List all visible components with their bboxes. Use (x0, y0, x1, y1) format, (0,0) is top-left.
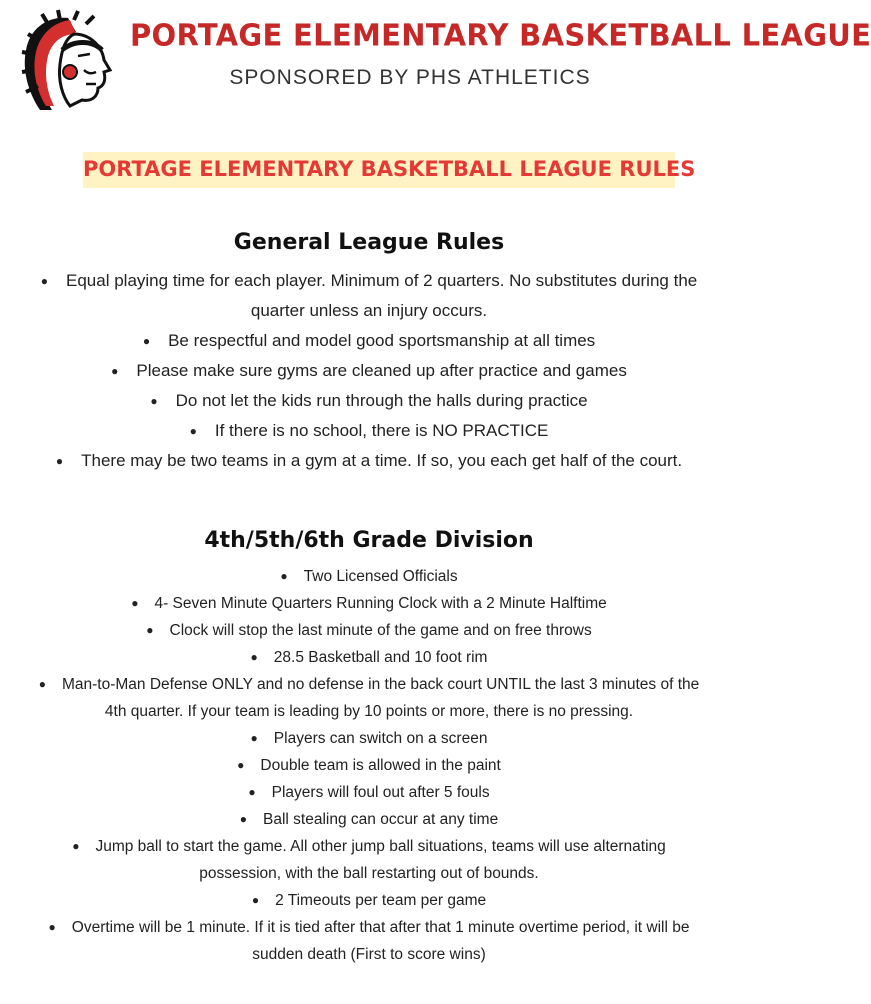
bullet-icon: ● (239, 812, 248, 826)
rule-list-item (0, 446, 738, 476)
bullet-icon: ● (72, 839, 80, 853)
rule-text: Double team is allowed in the paint (260, 757, 501, 774)
rules-banner (83, 152, 696, 188)
rule-text: Equal playing time for each player. Minimum of 2 quarters. No substitutes during the quarter unless an injury occurs. (66, 271, 698, 320)
bullet-icon: ● (48, 920, 56, 934)
bullet-icon: ● (131, 596, 139, 610)
rule-text: 4- Seven Minute Quarters Running Clock with a 2 Minute Halftime (154, 595, 607, 612)
rule-list-item (0, 806, 738, 833)
rule-list-item (0, 386, 738, 416)
bullet-icon: ● (142, 334, 151, 348)
rule-list-item (0, 887, 738, 914)
rule-text: 2 Timeouts per team per game (275, 892, 487, 909)
rule-list-item (0, 671, 738, 725)
rules-banner-title: PORTAGE ELEMENTARY BASKETBALL LEAGUE RULES (83, 157, 696, 181)
rule-list-item (0, 416, 738, 446)
sponsor-line: SPONSORED BY PHS ATHLETICS (229, 66, 591, 89)
bullet-icon: ● (55, 454, 64, 468)
division-heading: 4th/5th/6th Grade Division (204, 528, 534, 553)
rule-text: Players can switch on a screen (273, 730, 488, 747)
rule-text: Clock will stop the last minute of the game and on free throws (169, 622, 592, 639)
bullet-icon: ● (237, 758, 245, 772)
rule-list-item (0, 779, 738, 806)
rule-list-item (0, 326, 738, 356)
rule-list-item (0, 833, 738, 887)
bullet-icon: ● (40, 274, 49, 288)
bullet-icon: ● (250, 731, 258, 745)
general-rules-heading: General League Rules (233, 230, 505, 255)
rule-list-item (0, 644, 738, 671)
bullet-icon: ● (111, 364, 119, 378)
rule-text: Please make sure gyms are cleaned up after practice and games (136, 361, 627, 380)
bullet-icon: ● (150, 394, 158, 408)
rule-text: Two Licensed Officials (303, 568, 458, 585)
league-title: PORTAGE ELEMENTARY BASKETBALL LEAGUE (130, 17, 871, 53)
rule-text: Man-to-Man Defense ONLY and no defense in the back court UNTIL the last 3 minutes of the 4th quarter. If your team is leading by 10 points or more, there is no pressing. (61, 676, 700, 720)
rule-text: If there is no school, there is NO PRACTICE (214, 421, 549, 440)
rule-text: Ball stealing can occur at any time (263, 811, 499, 828)
rule-text: There may be two teams in a gym at a time. If so, you each get half of the court. (81, 451, 683, 470)
rule-text: Jump ball to start the game. All other jump ball situations, teams will use alternating possession, with the ball restarting out of bounds. (95, 838, 666, 882)
rule-list-item (0, 725, 738, 752)
page-header (0, 0, 871, 120)
rule-list-item (0, 356, 738, 386)
bullet-icon: ● (189, 424, 197, 438)
rule-list-item (0, 266, 738, 326)
rule-list-item (0, 752, 738, 779)
rule-text: Overtime will be 1 minute. If it is tied after that after that 1 minute overtime period, it will be sudden death (First to score wins) (71, 919, 690, 963)
bullet-icon: ● (38, 677, 46, 691)
rule-text: Do not let the kids run through the halls during practice (175, 391, 588, 410)
bullet-icon: ● (251, 893, 260, 907)
bullet-icon: ● (146, 623, 154, 637)
rule-text: Be respectful and model good sportsmanship at all times (168, 331, 596, 350)
rule-text: Players will foul out after 5 fouls (271, 784, 490, 801)
rule-list-item (0, 914, 738, 968)
rule-list-item (0, 563, 738, 590)
general-rules-list (0, 266, 738, 476)
bullet-icon: ● (250, 650, 258, 664)
indian-head-logo-icon (18, 10, 118, 115)
bullet-icon: ● (248, 785, 256, 799)
division-rules-list (0, 563, 738, 968)
bullet-icon: ● (280, 569, 288, 583)
rule-list-item (0, 590, 738, 617)
rule-list-item (0, 617, 738, 644)
rule-text: 28.5 Basketball and 10 foot rim (273, 649, 488, 666)
